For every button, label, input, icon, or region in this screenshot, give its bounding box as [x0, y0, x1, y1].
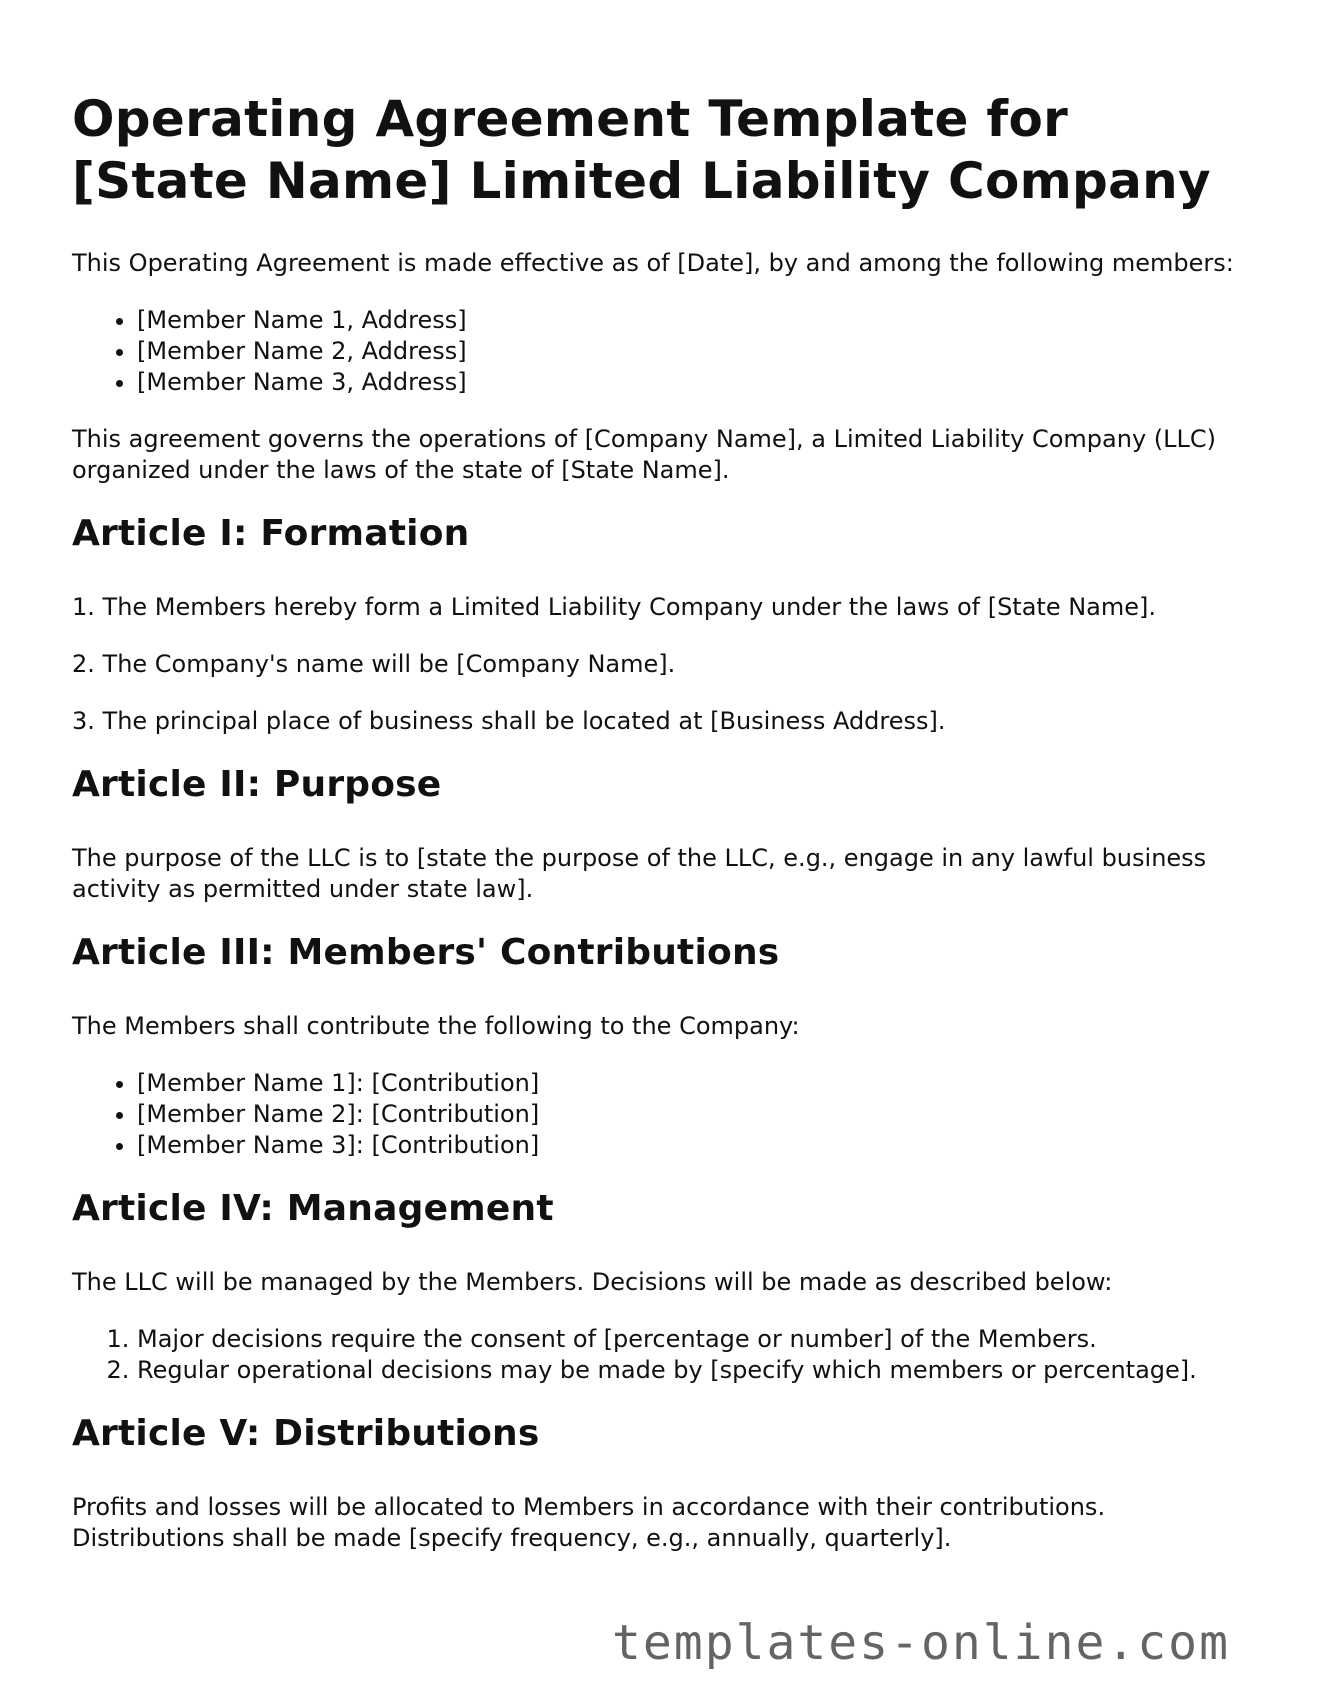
- article-5-heading: Article V: Distributions: [72, 1413, 540, 1454]
- governs-paragraph: This agreement governs the operations of [Company Name], a Limited Liability Company (LLC) organized under the laws of the state of [State Name].: [72, 425, 1217, 484]
- intro-paragraph: This Operating Agreement is made effective as of [Date], by and among the following members:: [72, 249, 1234, 277]
- article-1-item: 3. The principal place of business shall be located at [Business Address].: [72, 707, 946, 735]
- members-list: [72, 305, 1248, 398]
- article-1-heading: Article I: Formation: [72, 513, 470, 554]
- list-item: 1. Major decisions require the consent of [percentage or number] of the Members.: [137, 1324, 1248, 1355]
- decisions-list: [72, 1324, 1248, 1386]
- document-page: [72, 88, 1248, 1580]
- article-3-text: The Members shall contribute the following to the Company:: [72, 1012, 800, 1040]
- list-item: • [Member Name 1]: [Contribution]: [137, 1068, 1248, 1099]
- document-title: Operating Agreement Template for [State Name] Limited Liability Company: [72, 90, 1211, 210]
- list-item: • [Member Name 3]: [Contribution]: [137, 1130, 1248, 1161]
- article-4-text: The LLC will be managed by the Members. Decisions will be made as described below:: [72, 1268, 1113, 1296]
- article-3-heading: Article III: Members' Contributions: [72, 932, 780, 973]
- article-2-text: The purpose of the LLC is to [state the purpose of the LLC, e.g., engage in any lawful business activity as permitted under state law].: [72, 844, 1207, 903]
- article-1-item: 1. The Members hereby form a Limited Liability Company under the laws of [State Name].: [72, 593, 1157, 621]
- list-item: • [Member Name 1, Address]: [137, 305, 1248, 336]
- article-5-text: Profits and losses will be allocated to Members in accordance with their contributions. Distributions shall be made [specify frequency, e.g., annually, quarterly].: [72, 1493, 1106, 1552]
- list-item: • [Member Name 3, Address]: [137, 367, 1248, 398]
- list-item: 2. Regular operational decisions may be made by [specify which members or percentage].: [137, 1355, 1248, 1386]
- list-item: • [Member Name 2]: [Contribution]: [137, 1099, 1248, 1130]
- article-2-heading: Article II: Purpose: [72, 764, 442, 805]
- list-item: • [Member Name 2, Address]: [137, 336, 1248, 367]
- watermark: templates-online.com: [612, 1615, 1230, 1671]
- article-4-heading: Article IV: Management: [72, 1188, 554, 1229]
- article-1-item: 2. The Company's name will be [Company Name].: [72, 650, 676, 678]
- contributions-list: [72, 1068, 1248, 1161]
